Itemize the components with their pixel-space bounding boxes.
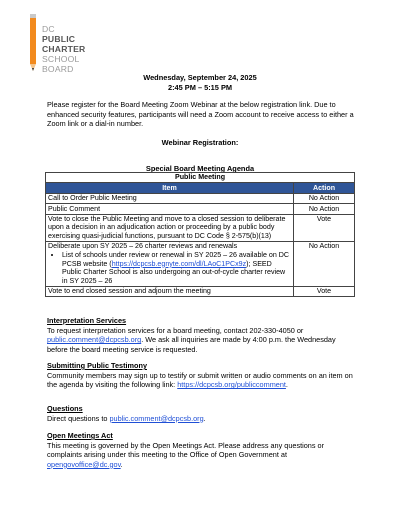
- open-meetings-text-post: .: [120, 459, 123, 469]
- questions-heading: Questions: [47, 404, 83, 413]
- agenda-section-title: Public Meeting: [46, 173, 355, 183]
- interpretation-section: [47, 316, 357, 354]
- agenda-header-row: [46, 183, 355, 193]
- public-comment-link[interactable]: https://dcpcsb.org/publiccomment: [177, 380, 286, 390]
- list-item-text-pre: List of schools under review or renewal in SY 2025 – 26 available on DC PCSB website (: [62, 251, 289, 268]
- interpretation-email-link[interactable]: public.comment@dcpcsb.org: [47, 335, 142, 345]
- logo-text: [42, 24, 85, 74]
- questions-email-link[interactable]: public.comment@dcpcsb.org: [109, 413, 204, 423]
- meeting-date: Wednesday, September 24, 2025: [143, 73, 257, 82]
- open-meetings-text: [47, 441, 357, 470]
- intro-paragraph: Please register for the Board Meeting Zoom Webinar at the below registration link. Due to enhanced security features, participants will need a Zoom account to receive access to either a Zoom link or a dial-in number.: [47, 100, 354, 129]
- agenda-item: Call to Order Public Meeting: [46, 193, 294, 203]
- agenda-item: Vote to end closed session and adjourn the meeting: [46, 286, 294, 296]
- agenda-section-row: [46, 173, 355, 183]
- questions-text-pre: Direct questions to: [47, 413, 110, 423]
- table-row: [46, 193, 355, 203]
- questions-section: [47, 404, 357, 423]
- open-meetings-text-body: This meeting is governed by the Open Meetings Act. Please address any questions or complaints arising under this meeting to the Office of Open Government at: [47, 440, 325, 460]
- agenda-action: No Action: [294, 204, 355, 214]
- logo-line-public: PUBLIC: [42, 34, 76, 44]
- agenda-action: Vote: [294, 286, 355, 296]
- list-item-text-post: ); SEED Public Charter School is also undergoing an out-of-cycle charter review in SY 2025 – 26: [62, 259, 286, 285]
- agenda-action: No Action: [294, 193, 355, 203]
- interpretation-text: [47, 326, 357, 355]
- agenda-item: Deliberate upon SY 2025 – 26 charter reviews and renewals: [48, 242, 238, 251]
- table-row: [46, 286, 355, 296]
- table-row: [46, 242, 355, 287]
- agenda-action: Vote: [294, 214, 355, 242]
- meeting-time: 2:45 PM – 5:15 PM: [167, 83, 233, 92]
- questions-text-post: .: [203, 413, 206, 423]
- pencil-icon: [28, 12, 38, 72]
- column-header-item: Item: [46, 183, 294, 193]
- logo-line-school: SCHOOL: [42, 54, 80, 64]
- webinar-registration-label: Webinar Registration:: [161, 138, 239, 147]
- meeting-datetime: [0, 73, 400, 93]
- open-meetings-heading: Open Meetings Act: [47, 431, 113, 440]
- testimony-text-post: .: [285, 380, 288, 390]
- logo-line-charter: CHARTER: [42, 44, 86, 54]
- interpretation-heading: Interpretation Services: [47, 316, 127, 325]
- interpretation-text-pre: To request interpretation services for a board meeting, contact 202-330-4050 or: [47, 325, 304, 335]
- agenda-item-with-list: [46, 242, 294, 287]
- interpretation-text-post: . We ask all inquiries are made by 4:00 p.m. the Wednesday before the board meeting service is requested.: [47, 335, 336, 354]
- table-row: [46, 214, 355, 242]
- testimony-heading: Submitting Public Testimony: [47, 361, 147, 370]
- agenda-item: Vote to close the Public Meeting and move to a closed session to deliberate upon a decision in an adjudication action or proceeding by a public body exercising quasi-judicial functions, pursuant to DC Code § 2-575(b)(13): [46, 214, 294, 242]
- open-gov-email-link[interactable]: opengovoffice@dc.gov: [47, 459, 121, 469]
- logo-line-board: BOARD: [42, 64, 74, 74]
- agenda-table: [45, 172, 355, 297]
- egnyte-link[interactable]: https://dcpcsb.egnyte.com/dl/LAoC1PCx9z: [111, 259, 247, 268]
- column-header-action: Action: [294, 183, 355, 193]
- table-row: [46, 204, 355, 214]
- logo-line-dc: DC: [42, 24, 55, 34]
- testimony-text: [47, 371, 357, 390]
- agenda-action: No Action: [294, 242, 355, 287]
- testimony-section: [47, 361, 357, 390]
- open-meetings-section: [47, 431, 357, 469]
- agenda-item: Public Comment: [46, 204, 294, 214]
- agenda-sublist: [48, 251, 291, 285]
- list-item: [62, 251, 291, 285]
- questions-text: [47, 414, 357, 424]
- testimony-text-body: Community members may sign up to testify or submit written or audio comments on an item on the agenda by visiting the following link:: [47, 370, 353, 390]
- agenda-title: Special Board Meeting Agenda: [145, 164, 255, 173]
- dc-pcsb-logo: [28, 12, 108, 74]
